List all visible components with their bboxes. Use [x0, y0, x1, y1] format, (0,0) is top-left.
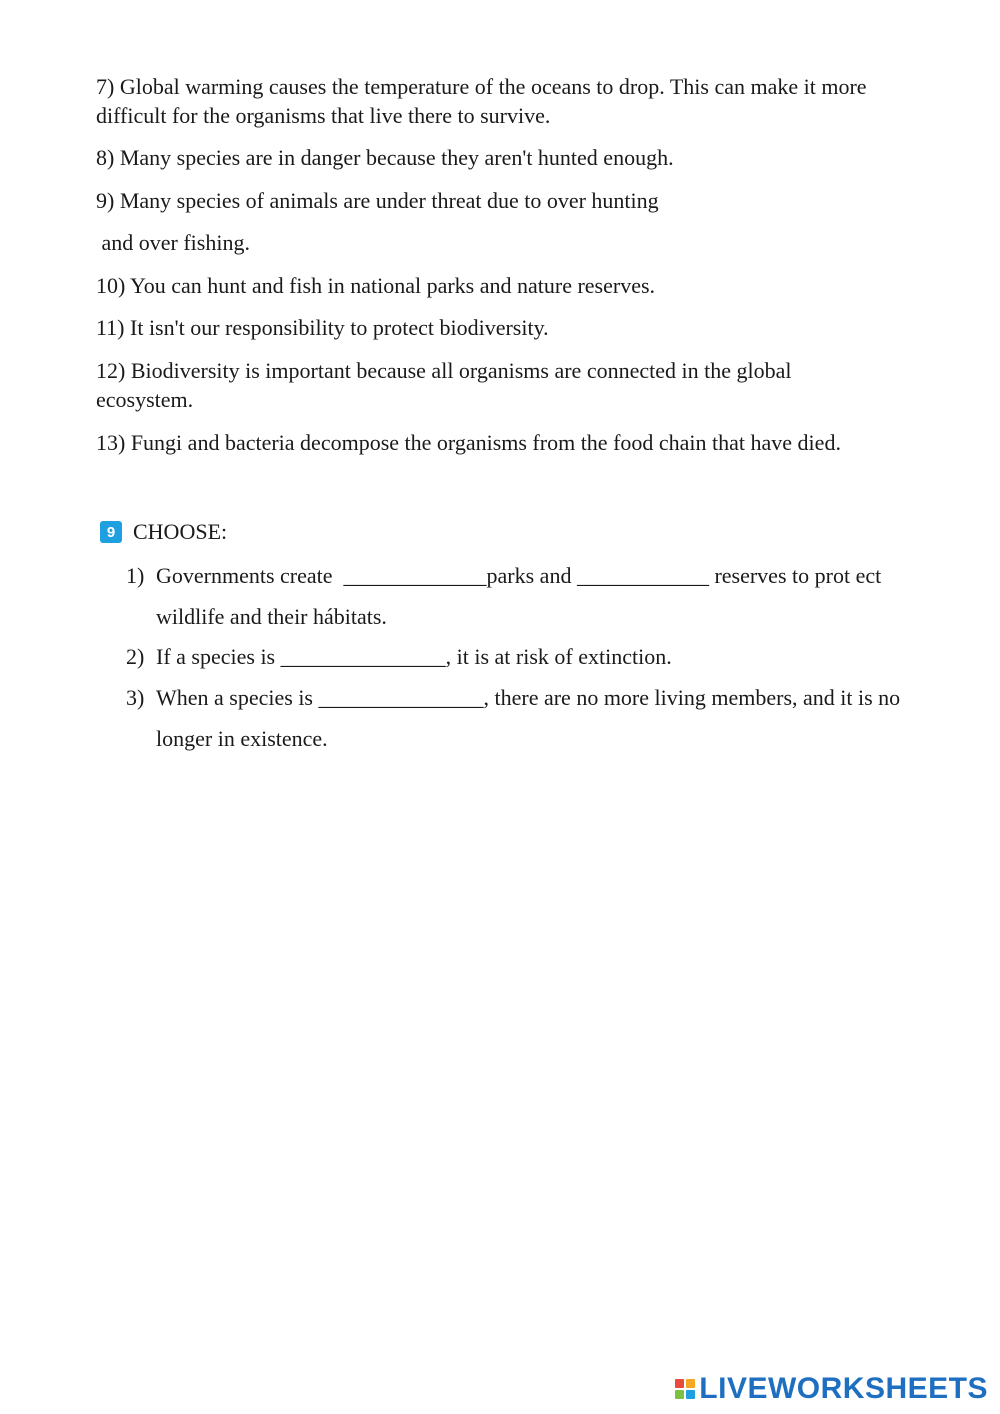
liveworksheets-brand	[675, 1372, 988, 1406]
statement-9-continued: and over fishing.	[96, 230, 250, 255]
question-number: 2)	[126, 644, 145, 669]
statement-12: 12) Biodiversity is important because all organisms are connected in the global ecosystem.	[96, 358, 792, 412]
question-number: 3)	[126, 685, 145, 710]
section-heading	[100, 519, 227, 545]
question-text: When a species is _______________, there are no more living members, and it is no longer in existence.	[156, 685, 901, 751]
statement-11: 11) It isn't our responsibility to protect biodiversity.	[96, 315, 549, 340]
statement-10: 10) You can hunt and fish in national parks and nature reserves.	[96, 273, 656, 298]
section-number-badge: 9	[100, 521, 122, 543]
question-3	[126, 677, 916, 759]
logo-square-green	[675, 1390, 684, 1399]
liveworksheets-logo-icon	[675, 1379, 695, 1399]
section-title: CHOOSE:	[133, 519, 228, 544]
question-number: 1)	[126, 563, 145, 588]
logo-square-red	[675, 1379, 684, 1388]
statement-8: 8) Many species are in danger because they aren't hunted enough.	[96, 145, 674, 170]
question-text: Governments create _____________parks and ____________ reserves to prot ect wildlife and their hábitats.	[156, 563, 887, 629]
statement-7: 7) Global warming causes the temperature of the oceans to drop. This can make it more difficult for the organisms that live there to survive.	[96, 74, 867, 128]
question-text: If a species is _______________, it is at risk of extinction.	[156, 644, 672, 669]
logo-square-orange	[686, 1379, 695, 1388]
logo-square-blue	[686, 1390, 695, 1399]
brand-wordmark: LIVEWORKSHEETS	[699, 1372, 988, 1405]
statement-9: 9) Many species of animals are under threat due to over hunting	[96, 188, 659, 213]
statement-13: 13) Fungi and bacteria decompose the organisms from the food chain that have died.	[96, 430, 841, 455]
question-2	[126, 636, 916, 677]
question-1	[126, 555, 916, 637]
